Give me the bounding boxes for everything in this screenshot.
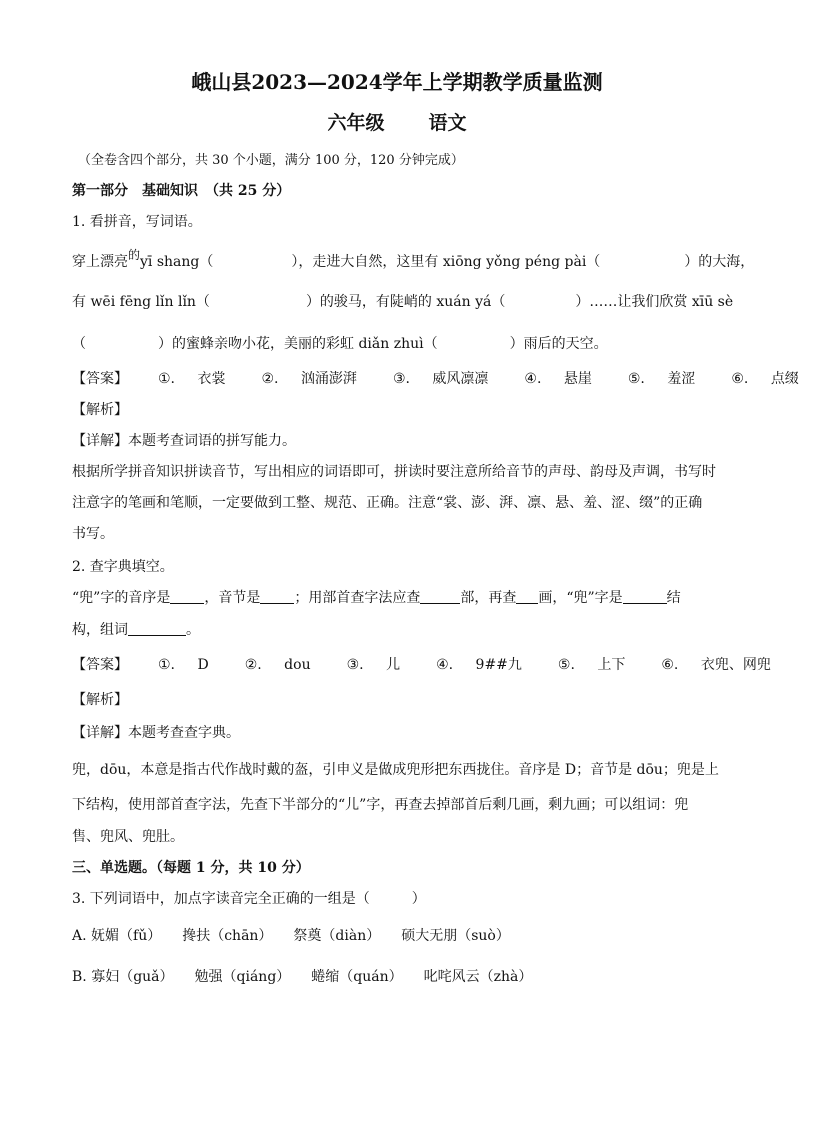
answer-tag: 【答案】 bbox=[72, 657, 128, 673]
q3-option-a: A. 妩媚（fǔ） 搀扶（chān） 祭奠（diàn） 硕大无朋（suò） bbox=[72, 928, 510, 944]
blank[interactable] bbox=[420, 589, 460, 604]
blank[interactable] bbox=[170, 589, 204, 604]
answer-tag: 【答案】 bbox=[72, 371, 128, 387]
q2-answer: 【答案】 ①. D ②. dou ③. 儿 ④. 9##九 ⑤. 上下 ⑥. 衣兜、网兜 bbox=[72, 657, 771, 673]
q2-explanation-1: 兜，dōu，本意是指古代作战时戴的盔，引申义是做成兜形把东西拢住。音序是 D；音节是 dōu；兜是上 bbox=[72, 762, 719, 778]
q1-line3: （ ）的蜜蜂亲吻小花，美丽的彩虹 diǎn zhuì（ ）雨后的天空。 bbox=[72, 336, 608, 352]
exam-subtitle bbox=[0, 113, 794, 133]
blank[interactable] bbox=[128, 621, 186, 636]
q1-line1: 穿上漂亮的yī shang（ ），走进大自然，这里有 xiōng yǒng péng pài（ ）的大海， bbox=[72, 248, 755, 270]
q1-line2: 有 wēi fēng lǐn lǐn（ ）的骏马，有陡峭的 xuán yá（ ）……让我们欣赏 xīū sè bbox=[72, 294, 734, 310]
q1-analysis-tag: 【解析】 bbox=[72, 402, 128, 418]
grade-label: 六年级 bbox=[327, 112, 385, 134]
q1-detail: 【详解】本题考查词语的拼写能力。 bbox=[72, 433, 296, 449]
blank[interactable] bbox=[260, 589, 294, 604]
q2-analysis-tag: 【解析】 bbox=[72, 692, 128, 708]
q2-line1: “兜”字的音序是 ，音节是 ；用部首查字法应查 部，再查 画，“兜”字是 结 bbox=[72, 590, 681, 606]
q2-explanation-2: 下结构，使用部首查字法，先查下半部分的“儿”字，再查去掉部首后剩几画，剩九画；可以组词：兜 bbox=[72, 797, 689, 813]
section1-heading: 第一部分 基础知识 （共 25 分） bbox=[72, 183, 291, 199]
exam-note: （全卷含四个部分，共 30 个小题，满分 100 分，120 分钟完成） bbox=[78, 153, 464, 168]
blank[interactable] bbox=[516, 589, 538, 604]
section3-heading: 三、单选题。（每题 1 分，共 10 分） bbox=[72, 860, 310, 876]
q1-explanation-1: 根据所学拼音知识拼读音节，写出相应的词语即可，拼读时要注意所给音节的声母、韵母及声调，书写时 bbox=[72, 464, 716, 480]
q2-stem: 2. 查字典填空。 bbox=[72, 559, 174, 575]
q1-stem: 1. 看拼音，写词语。 bbox=[72, 214, 202, 230]
q1-answer: 【答案】 ①. 衣裳 ②. 汹涌澎湃 ③. 威风凛凛 ④. 悬崖 ⑤. 羞涩 ⑥. 点缀 bbox=[72, 371, 799, 387]
blank[interactable] bbox=[623, 589, 667, 604]
q2-detail: 【详解】本题考查查字典。 bbox=[72, 725, 240, 741]
q1-explanation-3: 书写。 bbox=[72, 526, 114, 542]
q3-stem: 3. 下列词语中，加点字读音完全正确的一组是（ ） bbox=[72, 891, 426, 907]
q2-explanation-3: 售、兜风、兜肚。 bbox=[72, 829, 184, 845]
q1-explanation-2: 注意字的笔画和笔顺，一定要做到工整、规范、正确。注意“裳、澎、湃、凛、悬、羞、涩、缀”的正确 bbox=[72, 495, 703, 511]
exam-title: 峨山县2023—2024学年上学期教学质量监测 bbox=[191, 70, 603, 94]
subject-label: 语文 bbox=[428, 112, 467, 134]
q2-line2: 构，组词 。 bbox=[72, 622, 200, 638]
q3-option-b: B. 寡妇（guǎ） 勉强（qiáng） 蜷缩（quán） 叱咤风云（zhà） bbox=[72, 969, 533, 985]
